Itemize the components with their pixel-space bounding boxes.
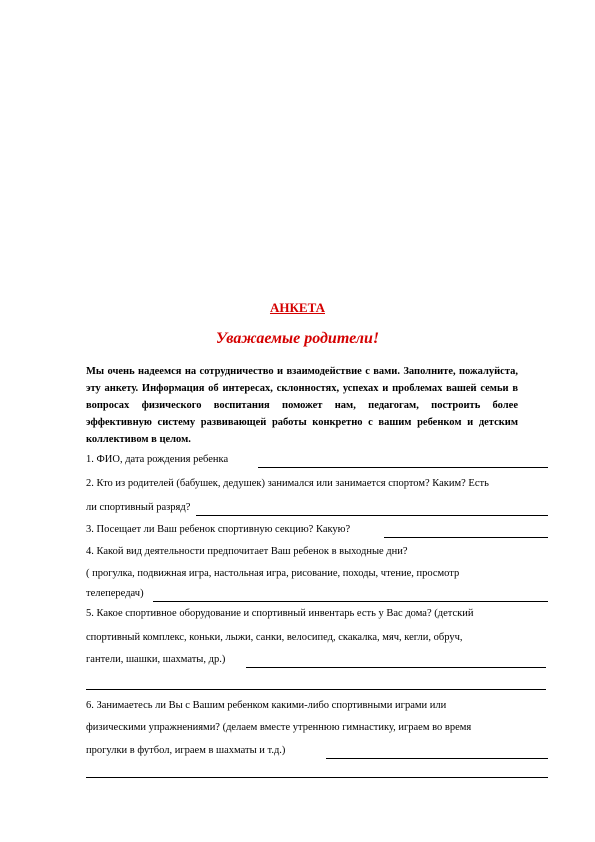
- document-title: АНКЕТА: [269, 300, 325, 315]
- answer-line-5a[interactable]: [246, 667, 546, 668]
- answer-line-2[interactable]: [196, 515, 548, 516]
- answer-line-6b[interactable]: [86, 777, 548, 778]
- intro-paragraph: Мы очень надеемся на сотрудничество и взаимодействие с вами. Заполните, пожалуйста, эту анкету. Информация об интересах, склонностях, успехах и проблемах вашей семьи в вопросах физического воспитания поможет нам, педагогам, построить более эффективную систему развивающей работы конкретно с вашим ребенком и детским коллективом в целом.: [86, 366, 518, 445]
- answer-line-3[interactable]: [384, 537, 548, 538]
- question-5-line-1: 5. Какое спортивное оборудование и спортивный инвентарь есть у Вас дома? (детский: [86, 608, 474, 619]
- answer-line-5b[interactable]: [86, 689, 546, 690]
- question-4-line-2: ( прогулка, подвижная игра, настольная игра, рисование, походы, чтение, просмотр: [86, 568, 460, 579]
- answer-line-4[interactable]: [153, 601, 548, 602]
- document-subtitle: Уважаемые родители!: [215, 330, 380, 347]
- question-5-line-3: гантели, шашки, шахматы, др.): [86, 654, 226, 665]
- question-5-line-2: спортивный комплекс, коньки, лыжи, санки, велосипед, скакалка, мяч, кегли, обруч,: [86, 632, 463, 643]
- question-1: 1. ФИО, дата рождения ребенка: [86, 454, 229, 465]
- question-2-line-2: ли спортивный разряд?: [86, 502, 191, 513]
- question-2-line-1: 2. Кто из родителей (бабушек, дедушек) занимался или занимается спортом? Каким? Есть: [86, 478, 489, 489]
- question-6-line-1: 6. Занимаетесь ли Вы с Вашим ребенком какими-либо спортивными играми или: [86, 700, 447, 711]
- question-6-line-3: прогулки в футбол, играем в шахматы и т.д.): [86, 745, 286, 756]
- question-3: 3. Посещает ли Ваш ребенок спортивную секцию? Какую?: [86, 524, 351, 535]
- answer-line-6a[interactable]: [326, 758, 548, 759]
- question-6-line-2: физическими упражнениями? (делаем вместе утреннюю гимнастику, играем во время: [86, 722, 472, 733]
- question-4-line-3: телепередач): [86, 588, 144, 599]
- answer-line-1[interactable]: [258, 467, 548, 468]
- question-4-line-1: 4. Какой вид деятельности предпочитает Ваш ребенок в выходные дни?: [86, 546, 408, 557]
